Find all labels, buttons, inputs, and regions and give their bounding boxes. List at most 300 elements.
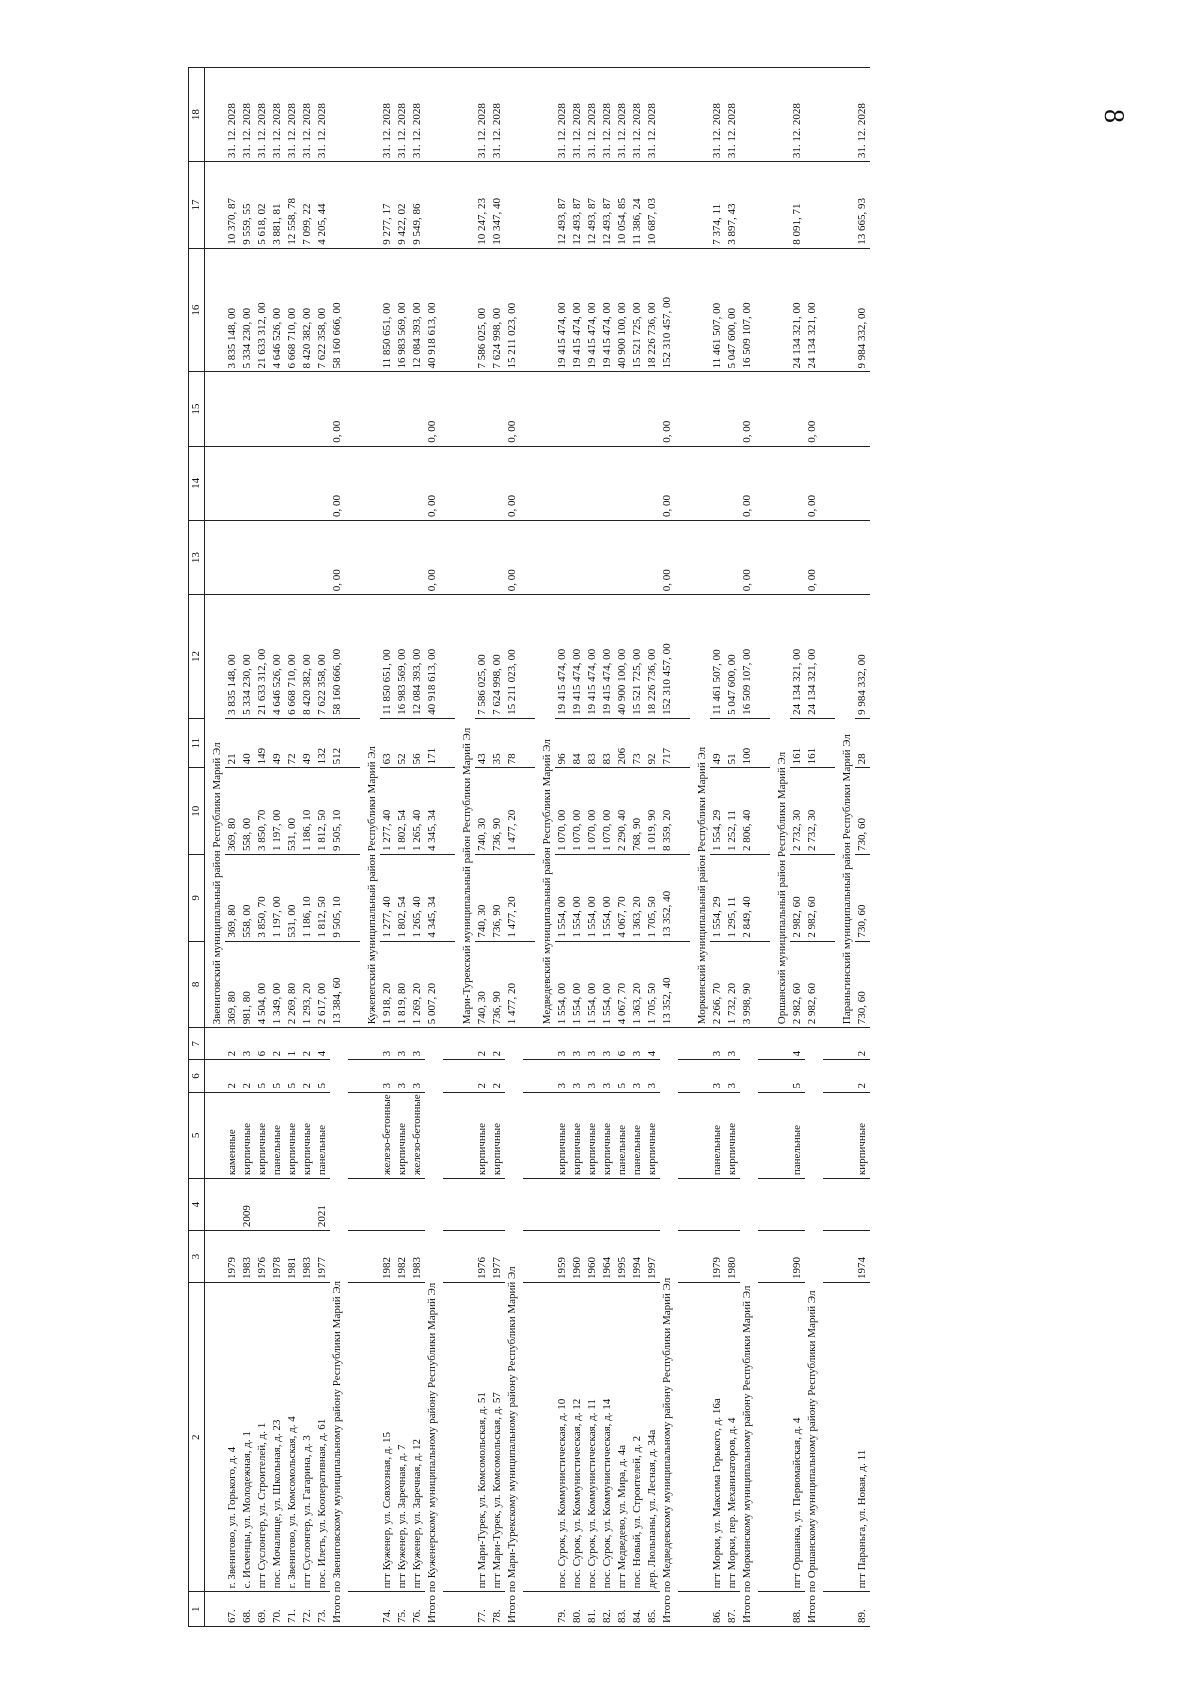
table-cell: 1983 — [300, 1231, 315, 1283]
table-cell: 31. 12. 2028 — [315, 68, 330, 162]
table-cell — [570, 446, 585, 520]
group-row — [770, 68, 790, 1627]
table-cell: 1 363, 20 — [630, 855, 645, 942]
table-cell: 11 461 507, 00 — [710, 248, 725, 372]
table-row — [790, 68, 805, 1627]
table-cell — [535, 1092, 555, 1179]
table-cell: 2 732, 30 — [790, 768, 805, 855]
table-cell: 75. — [395, 1592, 410, 1627]
table-cell: 1980 — [725, 1231, 740, 1283]
table-cell — [615, 372, 630, 446]
table-cell: кирпичные — [555, 1092, 570, 1179]
header-cell: 11 — [189, 718, 205, 767]
table-cell — [330, 162, 348, 249]
table-cell: 1 269, 20 — [410, 941, 425, 1028]
table-cell: 18 226 736, 00 — [645, 595, 660, 719]
table-row — [255, 68, 270, 1627]
table-cell: 83 — [585, 718, 600, 767]
table-cell — [455, 1231, 475, 1283]
table-cell: 21 — [225, 718, 240, 767]
table-cell: 149 — [255, 718, 270, 767]
table-cell: 4 — [790, 1028, 805, 1060]
table-cell: кирпичные — [585, 1092, 600, 1179]
table-cell: кирпичные — [240, 1092, 255, 1179]
table-cell — [240, 446, 255, 520]
table-cell — [505, 162, 523, 249]
table-row — [475, 68, 490, 1627]
table-cell: 1 802, 54 — [395, 768, 410, 855]
table-cell: 73 — [630, 718, 645, 767]
table-cell: 24 134 321, 00 — [805, 595, 823, 719]
table-cell: 1974 — [855, 1231, 870, 1283]
table-cell: 70. — [270, 1592, 285, 1627]
table-cell: 531, 00 — [285, 768, 300, 855]
table-cell — [360, 1592, 380, 1627]
group-title: Кужenerский муниципальный район Республики Марий Эл — [360, 595, 380, 1028]
table-cell — [360, 1179, 380, 1231]
table-cell: 51 — [725, 718, 740, 767]
table-cell: 7 622 358, 00 — [315, 595, 330, 719]
table-cell — [455, 248, 475, 372]
table-cell — [360, 162, 380, 249]
table-cell: 0, 00 — [660, 520, 678, 594]
table-cell — [555, 446, 570, 520]
table-cell: 92 — [645, 718, 660, 767]
table-cell — [645, 446, 660, 520]
table-cell — [425, 68, 443, 162]
table-cell: 49 — [710, 718, 725, 767]
table-cell: 19 415 474, 00 — [570, 248, 585, 372]
table-cell — [770, 1092, 790, 1179]
table-row — [615, 68, 630, 1627]
table-cell — [270, 446, 285, 520]
table-cell: 10 370, 87 — [225, 162, 240, 249]
table-cell: 1 277, 40 — [380, 855, 395, 942]
table-cell — [535, 1179, 555, 1231]
table-cell: 82. — [600, 1592, 615, 1627]
table-cell: 5 — [615, 1060, 630, 1092]
table-cell: 2021 — [315, 1179, 330, 1231]
table-cell: 40 918 613, 00 — [425, 248, 443, 372]
table-cell: 16 509 107, 00 — [740, 248, 758, 372]
table-cell: 31. 12. 2028 — [225, 68, 240, 162]
table-cell: 12 493, 87 — [570, 162, 585, 249]
table-cell: 3 — [555, 1060, 570, 1092]
header-cell: 13 — [189, 520, 205, 594]
table-cell — [710, 1179, 725, 1231]
table-cell: железо-бетонные — [410, 1092, 425, 1179]
table-cell: 3 — [570, 1060, 585, 1092]
table-cell: 1 477, 20 — [505, 768, 523, 855]
table-cell: 89. — [855, 1592, 870, 1627]
table-cell — [690, 1592, 710, 1627]
table-cell — [205, 1092, 226, 1179]
table-cell: 1 554, 29 — [710, 855, 725, 942]
table-cell — [205, 68, 226, 162]
table-cell: 5 334 230, 00 — [240, 595, 255, 719]
table-cell: пгт Мари-Турек, ул. Комсомольская, д. 57 — [490, 1283, 505, 1592]
table-cell: панельные — [630, 1092, 645, 1179]
table-cell — [205, 1592, 226, 1627]
table-cell: 12 084 393, 00 — [410, 248, 425, 372]
table-cell: 87. — [725, 1592, 740, 1627]
table-cell — [600, 520, 615, 594]
table-cell: 1 070, 00 — [570, 768, 585, 855]
table-cell — [455, 1592, 475, 1627]
table-cell — [360, 1028, 380, 1060]
table-cell: 1 705, 50 — [645, 855, 660, 942]
table-cell: 49 — [300, 718, 315, 767]
table-cell: пгт Оршанка, ул. Первомайская, д. 4 — [790, 1283, 805, 1592]
header-row — [189, 68, 205, 1627]
table-cell: 10 687, 03 — [645, 162, 660, 249]
table-cell: 3 881, 81 — [270, 162, 285, 249]
table-cell — [835, 372, 855, 446]
table-cell: 13 352, 40 — [660, 855, 678, 942]
table-cell — [790, 446, 805, 520]
table-cell: 3 850, 70 — [255, 768, 270, 855]
table-cell — [770, 1028, 790, 1060]
table-cell: 4 345, 34 — [425, 768, 443, 855]
table-cell: 1977 — [490, 1231, 505, 1283]
table-cell: 12 493, 87 — [585, 162, 600, 249]
table-row — [710, 68, 725, 1627]
table-cell: 2 732, 30 — [805, 768, 823, 855]
table-row — [285, 68, 300, 1627]
table-cell: 2 — [300, 1060, 315, 1092]
table-cell — [690, 162, 710, 249]
table-cell: 4 067, 70 — [615, 855, 630, 942]
table-cell: 19 415 474, 00 — [555, 595, 570, 719]
table-cell: 5 — [790, 1060, 805, 1092]
header-cell: 14 — [189, 446, 205, 520]
table-cell: 2 — [225, 1028, 240, 1060]
table-cell: 84 — [570, 718, 585, 767]
table-cell — [360, 68, 380, 162]
table-cell — [205, 372, 226, 446]
table-cell: 5 — [315, 1060, 330, 1092]
table-cell — [270, 1179, 285, 1231]
table-cell: 2 982, 60 — [790, 855, 805, 942]
table-cell: 7 586 025, 00 — [475, 248, 490, 372]
group-title: Моркинский муниципальный район Республики Марий Эл — [690, 595, 710, 1028]
table-cell — [535, 446, 555, 520]
table-row — [410, 68, 425, 1627]
table-cell: 12 558, 78 — [285, 162, 300, 249]
table-cell: 11 850 651, 00 — [380, 595, 395, 719]
table-cell: 85. — [645, 1592, 660, 1627]
table-cell: 1960 — [585, 1231, 600, 1283]
table-row — [380, 68, 395, 1627]
table-cell: 16 983 569, 00 — [395, 595, 410, 719]
table-cell: кирпичные — [570, 1092, 585, 1179]
table-cell: 5 618, 02 — [255, 162, 270, 249]
table-cell — [360, 372, 380, 446]
table-cell: кирпичные — [300, 1092, 315, 1179]
table-cell — [630, 1179, 645, 1231]
table-cell: 2 — [270, 1028, 285, 1060]
table-cell: пгт Куженер, ул. Совхозная, д. 15 — [380, 1283, 395, 1592]
table-cell — [410, 1179, 425, 1231]
table-cell — [535, 162, 555, 249]
table-cell: панельные — [315, 1092, 330, 1179]
table-cell: 3 — [630, 1060, 645, 1092]
table-row — [600, 68, 615, 1627]
table-cell: пгт Морки, ул. Максима Горького, д. 16а — [710, 1283, 725, 1592]
table-cell: 1 277, 40 — [380, 768, 395, 855]
table-cell: 1 265, 40 — [410, 768, 425, 855]
table-cell: 79. — [555, 1592, 570, 1627]
table-cell — [455, 446, 475, 520]
table-cell — [330, 68, 348, 162]
header-cell: 3 — [189, 1231, 205, 1283]
table-cell: 1982 — [395, 1231, 410, 1283]
table-cell: 0, 00 — [330, 446, 348, 520]
table-cell: 0, 00 — [505, 520, 523, 594]
table-cell — [315, 520, 330, 594]
table-cell: 68. — [240, 1592, 255, 1627]
table-cell: 0, 00 — [330, 520, 348, 594]
table-cell: 1 554, 00 — [585, 855, 600, 942]
header-cell: 4 — [189, 1179, 205, 1231]
table-cell: 3 835 148, 00 — [225, 248, 240, 372]
table-cell: 2 — [855, 1060, 870, 1092]
table-cell: 981, 80 — [240, 941, 255, 1028]
table-cell: 9 277, 17 — [380, 162, 395, 249]
table-cell — [535, 1283, 555, 1592]
table-cell: 31. 12. 2028 — [240, 68, 255, 162]
table-cell: 1976 — [475, 1231, 490, 1283]
table-cell — [205, 162, 226, 249]
table-cell: 3 — [380, 1028, 395, 1060]
table-cell — [285, 446, 300, 520]
table-cell: 31. 12. 2028 — [855, 68, 870, 162]
table-cell: 1 554, 00 — [570, 855, 585, 942]
table-cell: 1 265, 40 — [410, 855, 425, 942]
table-cell: 1 — [285, 1028, 300, 1060]
table-cell — [740, 68, 758, 162]
table-row — [395, 68, 410, 1627]
table-cell: 0, 00 — [805, 372, 823, 446]
table-cell: 7 622 358, 00 — [315, 248, 330, 372]
table-cell: 58 160 666, 00 — [330, 248, 348, 372]
table-cell: 0, 00 — [740, 520, 758, 594]
table-cell: 3 — [725, 1060, 740, 1092]
table-cell: 1964 — [600, 1231, 615, 1283]
table-cell: 31. 12. 2028 — [285, 68, 300, 162]
table-cell: 15 211 023, 00 — [505, 595, 523, 719]
table-cell: 512 — [330, 718, 348, 767]
table-cell: 83. — [615, 1592, 630, 1627]
table-cell: 4 646 526, 00 — [270, 248, 285, 372]
table-cell — [300, 1179, 315, 1231]
table-cell: 31. 12. 2028 — [255, 68, 270, 162]
table-cell: 3 — [240, 1028, 255, 1060]
table-cell: 8 091, 71 — [790, 162, 805, 249]
table-cell: 1 554, 00 — [570, 941, 585, 1028]
table-cell — [690, 520, 710, 594]
table-cell — [770, 68, 790, 162]
table-cell: 717 — [660, 718, 678, 767]
table-cell — [535, 520, 555, 594]
table-cell: 9 984 332, 00 — [855, 248, 870, 372]
table-cell: 16 509 107, 00 — [740, 595, 758, 719]
table-cell — [255, 1179, 270, 1231]
table-cell: 161 — [805, 718, 823, 767]
table-cell — [835, 1592, 855, 1627]
table-cell: 1 070, 00 — [600, 768, 615, 855]
table-cell — [535, 372, 555, 446]
table-cell: 0, 00 — [805, 446, 823, 520]
table-cell — [270, 372, 285, 446]
table-cell — [505, 68, 523, 162]
table-cell: 12 493, 87 — [600, 162, 615, 249]
table-cell — [770, 446, 790, 520]
table-cell: 31. 12. 2028 — [300, 68, 315, 162]
housing-table — [188, 67, 870, 1627]
table-cell: 19 415 474, 00 — [585, 595, 600, 719]
group-title: Звениговский муниципальный район Республики Марий Эл — [205, 595, 226, 1028]
table-cell: пгт Морки, пер. Механизаторов, д. 4 — [725, 1283, 740, 1592]
table-body — [205, 68, 871, 1627]
table-cell: 4 345, 34 — [425, 855, 443, 942]
table-cell: 13 665, 93 — [855, 162, 870, 249]
table-cell: кирпичные — [475, 1092, 490, 1179]
total-label: Итого по Моркинскому муниципальному району Республики Марий Эл — [740, 1028, 758, 1627]
table-cell: 40 — [240, 718, 255, 767]
table-cell — [615, 1179, 630, 1231]
table-cell — [740, 162, 758, 249]
table-cell — [835, 162, 855, 249]
group-row — [535, 68, 555, 1627]
table-cell — [835, 520, 855, 594]
table-cell: 152 310 457, 00 — [660, 248, 678, 372]
table-cell: 9 559, 55 — [240, 162, 255, 249]
table-cell: 3 — [630, 1028, 645, 1060]
table-cell — [300, 446, 315, 520]
table-cell: 3 998, 90 — [740, 941, 758, 1028]
table-cell: 31. 12. 2028 — [790, 68, 805, 162]
group-row — [360, 68, 380, 1627]
table-cell: 5 007, 20 — [425, 941, 443, 1028]
table-cell: 171 — [425, 718, 443, 767]
table-cell — [855, 372, 870, 446]
table-cell: 1 732, 20 — [725, 941, 740, 1028]
table-cell: 0, 00 — [330, 372, 348, 446]
table-cell: пос. Сурок, ул. Коммунистическая, д. 10 — [555, 1283, 570, 1592]
table-cell: 76. — [410, 1592, 425, 1627]
table-cell — [285, 372, 300, 446]
table-cell — [315, 446, 330, 520]
table-cell: 4 067, 70 — [615, 941, 630, 1028]
table-cell — [690, 1060, 710, 1092]
table-cell: 4 — [315, 1028, 330, 1060]
table-cell: 1981 — [285, 1231, 300, 1283]
table-cell: 31. 12. 2028 — [585, 68, 600, 162]
table-cell — [770, 1283, 790, 1592]
header-cell: 10 — [189, 768, 205, 855]
table-cell: 31. 12. 2028 — [380, 68, 395, 162]
table-cell — [660, 68, 678, 162]
table-cell — [225, 372, 240, 446]
table-cell: 7 586 025, 00 — [475, 595, 490, 719]
table-cell — [725, 1179, 740, 1231]
table-cell: 1 554, 00 — [555, 855, 570, 942]
table-cell: 72 — [285, 718, 300, 767]
table-cell: пгт Суслонгер, ул. Строителей, д. 1 — [255, 1283, 270, 1592]
table-cell — [690, 248, 710, 372]
table-cell: 1 705, 50 — [645, 941, 660, 1028]
table-cell: 77. — [475, 1592, 490, 1627]
table-cell — [475, 372, 490, 446]
table-cell: 2 290, 40 — [615, 768, 630, 855]
table-cell: с. Исменцы, ул. Молодежная, д. 1 — [240, 1283, 255, 1592]
table-cell: 1976 — [255, 1231, 270, 1283]
table-cell — [270, 520, 285, 594]
table-cell: 1 554, 29 — [710, 768, 725, 855]
table-cell — [535, 68, 555, 162]
table-cell: 8 420 382, 00 — [300, 248, 315, 372]
table-cell: 740, 30 — [475, 941, 490, 1028]
table-cell: 9 549, 86 — [410, 162, 425, 249]
table-cell: 86. — [710, 1592, 725, 1627]
table-cell: 4 504, 00 — [255, 941, 270, 1028]
group-title: Параньгинский муниципальный район Республики Марий Эл — [835, 595, 855, 1028]
table-cell: 2 982, 60 — [790, 941, 805, 1028]
table-cell: 31. 12. 2028 — [710, 68, 725, 162]
table-cell: 0, 00 — [505, 372, 523, 446]
page-number: 8 — [1098, 109, 1129, 123]
table-cell — [240, 520, 255, 594]
table-cell: 100 — [740, 718, 758, 767]
table-cell: пгт Параньга, ул. Новая, д. 11 — [855, 1283, 870, 1592]
table-cell — [835, 1231, 855, 1283]
group-title: Оршанский муниципальный район Республики Марий Эл — [770, 595, 790, 1028]
table-cell — [455, 1179, 475, 1231]
table-cell — [835, 1179, 855, 1231]
table-cell: пос. Новый, ул. Строителей, д. 2 — [630, 1283, 645, 1592]
table-cell: 8 359, 20 — [660, 768, 678, 855]
table-cell: 1 477, 20 — [505, 855, 523, 942]
table-cell: 40 900 100, 00 — [615, 595, 630, 719]
table-cell: 31. 12. 2028 — [645, 68, 660, 162]
table-cell: кирпичные — [600, 1092, 615, 1179]
table-cell: 7 624 998, 00 — [490, 595, 505, 719]
table-cell: 1 070, 00 — [555, 768, 570, 855]
table-cell: 1 918, 20 — [380, 941, 395, 1028]
table-cell — [725, 446, 740, 520]
table-cell: 9 505, 10 — [330, 768, 348, 855]
table-cell — [360, 1231, 380, 1283]
table-cell — [285, 520, 300, 594]
table-cell: пгт Куженер, ул. Заречная, д. 7 — [395, 1283, 410, 1592]
table-cell — [770, 1179, 790, 1231]
table-cell — [205, 1283, 226, 1592]
table-cell: 2 — [225, 1060, 240, 1092]
table-cell — [475, 446, 490, 520]
table-cell — [455, 1092, 475, 1179]
table-cell: 0, 00 — [660, 446, 678, 520]
table-cell: 19 415 474, 00 — [600, 248, 615, 372]
table-cell: кирпичные — [490, 1092, 505, 1179]
header-cell: 8 — [189, 941, 205, 1028]
group-row — [455, 68, 475, 1627]
table-cell — [535, 1231, 555, 1283]
spacer-row — [758, 68, 770, 1627]
table-cell: 3 — [710, 1028, 725, 1060]
housing-table-wrapper — [188, 67, 870, 1627]
table-cell: 40 918 613, 00 — [425, 595, 443, 719]
